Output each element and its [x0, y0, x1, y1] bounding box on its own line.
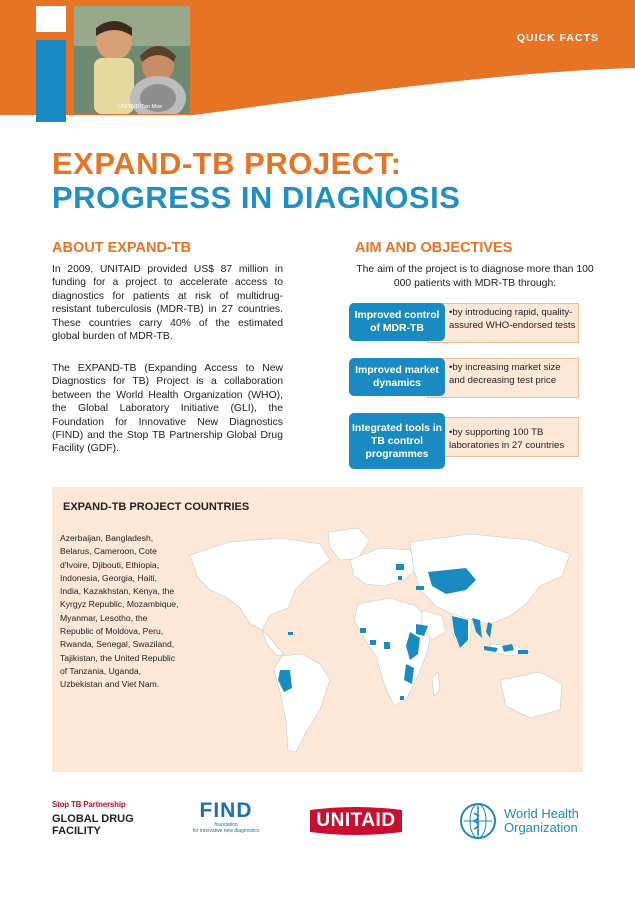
objective-row [349, 358, 581, 402]
unitaid-logo-bar [36, 40, 66, 122]
unitaid-logo-square [36, 6, 66, 32]
find-tagline-2: for innovative new diagnostics [192, 828, 260, 834]
objective-label: Improved control of MDR-TB [349, 303, 445, 341]
who-name [504, 807, 579, 835]
title-line-1: EXPAND-TB PROJECT: [52, 146, 402, 181]
find-logo [186, 800, 266, 834]
photo-credit: UNITAID/Tan Moe [118, 104, 163, 110]
who-logo [456, 801, 591, 841]
about-heading: ABOUT EXPAND-TB [52, 240, 192, 256]
world-map [170, 520, 575, 765]
aim-heading: AIM AND OBJECTIVES [355, 240, 513, 256]
objective-row [349, 303, 581, 347]
countries-heading: EXPAND-TB PROJECT COUNTRIES [63, 501, 250, 513]
who-name-line-1: World Health [504, 806, 579, 821]
title-line-2: PROGRESS IN DIAGNOSIS [52, 180, 461, 215]
objective-label: Improved market dynamics [349, 358, 445, 396]
who-emblem-icon [456, 801, 500, 841]
unitaid-wordmark: UNITAID [316, 810, 396, 831]
country-list: Azerbaijan, Bangladesh, Belarus, Cameroon, Cote d'Ivoire, Djibouti, Ethiopia, Indonesia, Georgia, Haiti, India, Kazakhstan, Kenya, the Kyrgyz Republic, Mozambique, Myanmar, Lesotho, the Republic of Moldova, Peru, Rwanda, Senegal, Swaziland, Tajikistan, the United Republic of Tanzania, Uganda, Uzbekistan and Viet Nam. [60, 533, 179, 690]
about-paragraph-2: The EXPAND-TB (Expanding Access to New Diagnostics for TB) Project is a collaboration between the World Health Organization (WHO), the Global Laboratory Initiative (GLI), the Foundation for Innovative New Diagnostics (FIND) and the Stop TB Partnership Global Drug Facility (GDF). [52, 363, 283, 455]
header-photo [74, 6, 190, 114]
quick-facts-label: QUICK FACTS [516, 32, 599, 44]
who-name-line-2: Organization [504, 820, 578, 835]
objective-detail: •by introducing rapid, quality-assured WHO-endorsed tests [449, 307, 576, 331]
gdf-label-line-1: GLOBAL DRUG [52, 813, 134, 825]
find-mark: FIND [199, 799, 253, 822]
objective-row [349, 413, 581, 460]
gdf-label-line-2: FACILITY [52, 825, 101, 837]
about-paragraph-1: In 2009, UNITAID provided US$ 87 million in funding for a project to accelerate access to diagnostics for patients at risk of multidrug-resistant tuberculosis (MDR-TB) in 27 countries. These countries carry 40% of the estimated global burden of MDR-TB. [52, 264, 283, 343]
aim-intro: The aim of the project is to diagnose more than 100 000 patients with MDR-TB through: [356, 264, 594, 289]
objective-label: Integrated tools in TB control programmes [349, 413, 445, 469]
find-tagline-1: foundation [214, 822, 238, 828]
stop-tb-label: Stop TB Partnership [52, 800, 126, 809]
objective-detail: •by increasing market size and decreasing test price [449, 362, 561, 386]
stop-tb-gdf-logo [52, 800, 134, 837]
objective-detail: •by supporting 100 TB laboratories in 27 countries [449, 427, 565, 451]
unitaid-logo [306, 806, 406, 836]
